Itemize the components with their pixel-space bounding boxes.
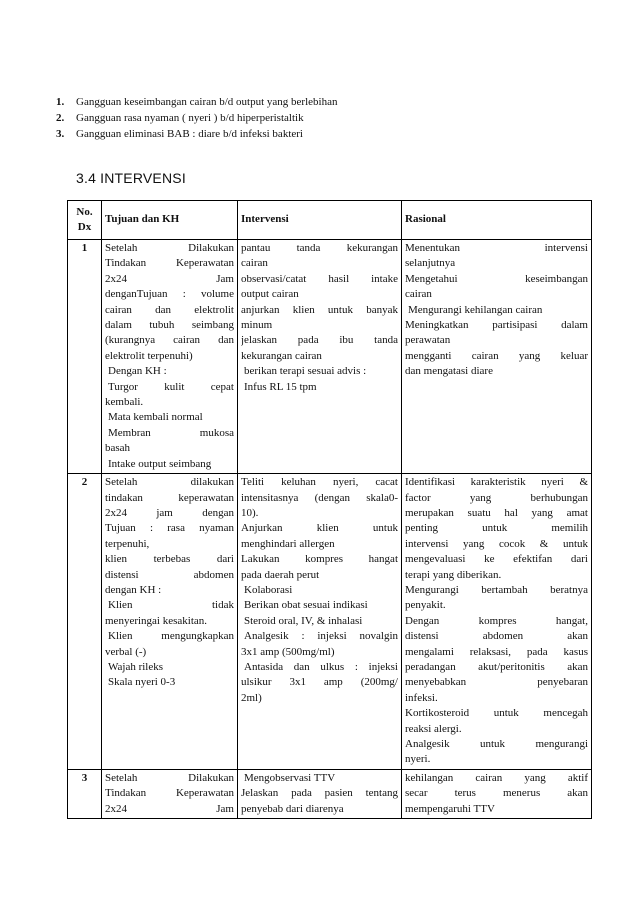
rasional-line: mengganti cairan yang keluar — [405, 349, 588, 362]
section-heading: 3.4 INTERVENSI — [76, 170, 186, 186]
intervensi-line: ulsikur 3x1 amp (200mg/ — [241, 676, 398, 689]
rasional-line: selanjutnya — [405, 257, 456, 270]
rasional-line: mengalami relaksasi, pada kasus — [405, 645, 588, 658]
tujuan-line: Klien tidak — [108, 599, 234, 612]
intervensi-line: pada daerah perut — [241, 568, 320, 581]
rasional-line: Kortikosteroid untuk mencegah — [405, 707, 588, 720]
tujuan-cell — [102, 240, 238, 474]
row-number-cell: 2 — [68, 474, 102, 770]
tujuan-line: Dengan KH : — [108, 365, 167, 378]
rasional-line: secar terus menerus akan — [405, 787, 588, 800]
header-rasional: Rasional — [402, 201, 592, 240]
row-number-cell: 1 — [68, 240, 102, 474]
intervensi-line: Kolaborasi — [244, 583, 293, 596]
intervensi-line: 2ml) — [241, 691, 262, 704]
rasional-line: Menentukan intervensi — [405, 242, 588, 254]
intervensi-line: Steroid oral, IV, & inhalasi — [244, 614, 363, 627]
tujuan-line: verbal (-) — [105, 645, 147, 658]
diagnosis-item — [50, 94, 610, 110]
tujuan-cell — [102, 474, 238, 770]
rasional-line: Mengurangi bertambah beratnya — [405, 583, 588, 596]
intervensi-line: 3x1 amp (500mg/ml) — [241, 645, 335, 658]
intervensi-line: cairan — [241, 257, 268, 270]
tujuan-line: Setelah Dilakukan — [105, 771, 234, 784]
diagnosis-text: Gangguan rasa nyaman ( nyeri ) b/d hiperperistaltik — [76, 112, 304, 124]
tujuan-line: Tindakan Keperawatan — [105, 257, 234, 270]
tujuan-line: tindakan keperawatan — [105, 491, 234, 504]
intervensi-line: Jelaskan pada pasien tentang — [241, 787, 398, 800]
diagnosis-number: 3. — [56, 128, 65, 140]
intervensi-line: penyebab dari diarenya — [241, 802, 344, 815]
intervention-table — [67, 200, 592, 819]
tujuan-line: 2x24 Jam — [105, 272, 234, 285]
intervensi-line: berikan terapi sesuai advis : — [244, 365, 367, 378]
intervensi-line: Mengobservasi TTV — [244, 771, 336, 784]
intervensi-line: Teliti keluhan nyeri, cacat — [241, 476, 398, 489]
rasional-line: Meningkatkan partisipasi dalam — [405, 319, 588, 332]
tujuan-line: distensi abdomen — [105, 568, 234, 581]
tujuan-line: Setelah Dilakukan — [105, 242, 234, 254]
tujuan-line: dalam tubuh seimbang — [105, 319, 234, 332]
rasional-cell — [402, 474, 592, 770]
tujuan-line: Intake output seimbang — [108, 457, 212, 470]
rasional-line: menyebabkan penyebaran — [405, 676, 588, 689]
rasional-line: Identifikasi karakteristik nyeri & — [405, 476, 588, 489]
tujuan-line: Skala nyeri 0-3 — [108, 676, 176, 689]
rasional-line: intervensi yang cocok & untuk — [405, 537, 588, 550]
rasional-line: mengevaluasi ke efektifan dari — [405, 553, 588, 566]
rasional-line: terapi yang diberikan. — [405, 568, 502, 581]
tujuan-line: 2x24 Jam — [105, 802, 234, 815]
tujuan-line: elektrolit terpenuhi) — [105, 349, 193, 362]
tujuan-line: 2x24 jam dengan — [105, 506, 234, 519]
tujuan-line: Turgor kulit cepat — [108, 380, 234, 393]
rasional-line: merupakan suatu hal yang amat — [405, 506, 588, 519]
header-no-dx: No. Dx — [68, 201, 102, 240]
row-number-cell: 3 — [68, 769, 102, 818]
rasional-line: nyeri. — [405, 753, 431, 766]
tujuan-line: Tujuan : rasa nyaman — [105, 522, 234, 535]
tujuan-line: Wajah rileks — [108, 660, 164, 673]
tujuan-line: dengan KH : — [105, 583, 162, 596]
intervensi-line: Berikan obat sesuai indikasi — [244, 599, 368, 612]
intervensi-line: 10). — [241, 506, 259, 519]
diagnosis-item — [50, 110, 610, 126]
rasional-line: penting untuk memilih — [405, 522, 588, 535]
tujuan-line: terpenuhi, — [105, 537, 150, 550]
intervensi-cell — [238, 474, 402, 770]
intervensi-line: menghindari allergen — [241, 537, 335, 550]
intervensi-line: Anjurkan klien untuk — [241, 522, 398, 535]
tujuan-line: Setelah dilakukan — [105, 476, 234, 489]
rasional-cell — [402, 769, 592, 818]
intervensi-cell — [238, 240, 402, 474]
rasional-line: Mengurangi kehilangan cairan — [408, 303, 543, 316]
tujuan-line: kembali. — [105, 396, 144, 409]
tujuan-line: klien terbebas dari — [105, 553, 234, 566]
tujuan-line: cairan dan elektrolit — [105, 303, 234, 316]
rasional-line: perawatan — [405, 334, 451, 347]
intervensi-line: Infus RL 15 tpm — [244, 380, 317, 393]
intervensi-line: output cairan — [241, 288, 299, 301]
diagnosis-text: Gangguan keseimbangan cairan b/d output yang berlebihan — [76, 96, 338, 108]
tujuan-line: Tindakan Keperawatan — [105, 787, 234, 800]
intervensi-line: pantau tanda kekurangan — [241, 242, 398, 254]
rasional-line: penyakit. — [405, 599, 446, 612]
tujuan-line: basah — [105, 442, 131, 455]
rasional-line: factor yang berhubungan — [405, 491, 588, 504]
tujuan-line: Mata kembali normal — [108, 411, 203, 424]
rasional-line: dan mengatasi diare — [405, 365, 493, 378]
diagnosis-number: 1. — [56, 96, 65, 108]
diagnosis-text: Gangguan eliminasi BAB : diare b/d infeksi bakteri — [76, 128, 303, 140]
rasional-line: distensi abdomen akan — [405, 630, 588, 643]
tujuan-line: (kurangnya cairan dan — [105, 334, 234, 347]
intervensi-line: Antasida dan ulkus : injeksi — [244, 660, 398, 673]
intervensi-line: anjurkan klien untuk banyak — [241, 303, 398, 316]
diagnosis-item — [50, 126, 610, 142]
diagnosis-list — [50, 94, 610, 142]
header-tujuan: Tujuan dan KH — [102, 201, 238, 240]
rasional-line: peradangan akut/peritonitis akan — [405, 660, 588, 673]
rasional-line: Analgesik untuk mengurangi — [405, 738, 588, 750]
tujuan-line: Klien mengungkapkan — [108, 630, 234, 643]
rasional-cell — [402, 240, 592, 474]
rasional-line: mempengaruhi TTV — [405, 802, 495, 815]
rasional-line: reaksi alergi. — [405, 722, 462, 735]
table-row — [68, 769, 592, 818]
intervensi-line: observasi/catat hasil intake — [241, 272, 398, 285]
tujuan-line: Membran mukosa — [108, 426, 234, 439]
rasional-line: cairan — [405, 288, 432, 301]
tujuan-line: denganTujuan : volume — [105, 288, 234, 301]
rasional-line: infeksi. — [405, 691, 438, 704]
rasional-line: Mengetahui keseimbangan — [405, 272, 588, 285]
intervensi-line: Analgesik : injeksi novalgin — [244, 630, 398, 643]
intervensi-line: jelaskan pada ibu tanda — [241, 334, 398, 347]
intervensi-cell — [238, 769, 402, 818]
tujuan-cell — [102, 769, 238, 818]
rasional-line: Dengan kompres hangat, — [405, 614, 588, 627]
rasional-line: kehilangan cairan yang aktif — [405, 771, 588, 784]
intervensi-line: Lakukan kompres hangat — [241, 553, 398, 566]
intervensi-line: kekurangan cairan — [241, 349, 322, 362]
diagnosis-number: 2. — [56, 112, 65, 124]
intervensi-line: intensitasnya (dengan skala0- — [241, 491, 398, 504]
header-intervensi: Intervensi — [238, 201, 402, 240]
tujuan-line: menyeringai kesakitan. — [105, 614, 208, 627]
intervensi-line: minum — [241, 319, 273, 332]
table-row — [68, 240, 592, 474]
table-header-row — [68, 201, 592, 240]
table-row — [68, 474, 592, 770]
